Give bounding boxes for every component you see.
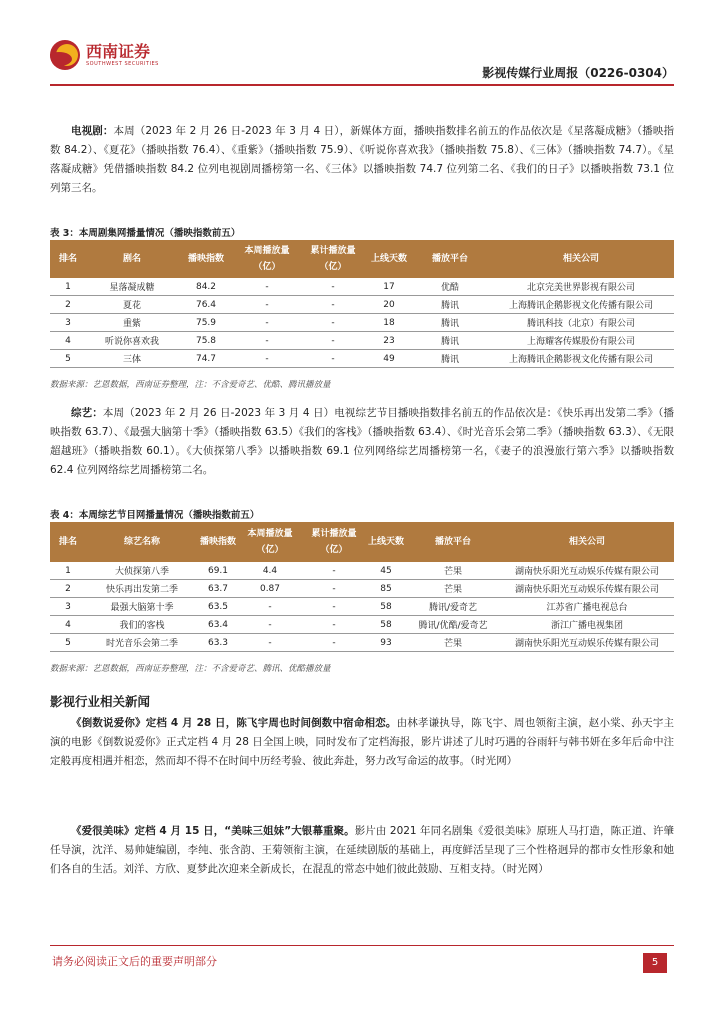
table3-header-row <box>50 240 674 278</box>
table-cell: 夏花 <box>86 296 178 314</box>
table-cell: 腾讯 <box>412 332 488 350</box>
table-cell: 3 <box>50 598 86 616</box>
column-header: 上线天数 <box>366 522 406 562</box>
company-logo <box>50 40 159 70</box>
table-cell: 17 <box>366 278 412 296</box>
tv-text: 本周（2023 年 2 月 26 日-2023 年 3 月 4 日），新媒体方面，播映指数排名前五的作品依次是《星落凝成糖》（播映指数 84.2）、《夏花》（播映指数 76.4）、《重紫》（播映指数 75.9）、《听说你喜欢我》（播映指数 75.8）、《三体》（播映指数 74.7）。《星落凝成糖》凭借播映指数 84.2 位列电视剧周播榜第一名、《三体》以播映指数 74.7 位列第二名、《我们的日子》以播映指数 73.1 位列第三名。 <box>50 125 675 194</box>
column-header: 播放平台 <box>406 522 500 562</box>
logo-icon <box>50 40 80 70</box>
tv-lead: 电视剧： <box>71 125 114 137</box>
table-cell: 63.7 <box>198 580 238 598</box>
table-cell: 18 <box>366 314 412 332</box>
table4-header-row <box>50 522 674 562</box>
table-cell: - <box>238 598 302 616</box>
table-cell: - <box>238 616 302 634</box>
header-divider <box>50 84 674 86</box>
table-cell: 2 <box>50 580 86 598</box>
news-section-title: 影视行业相关新闻 <box>50 694 151 709</box>
table-cell: 重紫 <box>86 314 178 332</box>
table-row <box>50 562 674 580</box>
table-cell: - <box>302 634 366 652</box>
table-cell: 腾讯/爱奇艺 <box>406 598 500 616</box>
table-cell: - <box>234 278 300 296</box>
table-cell: - <box>300 350 366 368</box>
table-cell: 时光音乐会第二季 <box>86 634 198 652</box>
news-headline: 《倒数说爱你》定档 4 月 28 日，陈飞宇周也时间倒数中宿命相恋。 <box>71 717 397 729</box>
table-cell: 湖南快乐阳光互动娱乐传媒有限公司 <box>500 580 674 598</box>
table-cell: - <box>302 562 366 580</box>
table-cell: 腾讯科技（北京）有限公司 <box>488 314 674 332</box>
table-cell: 75.9 <box>178 314 234 332</box>
table-row <box>50 350 674 368</box>
table3-source: 数据来源：艺恩数据，西南证券整理，注：不含爱奇艺、优酷、腾讯播放量 <box>50 380 331 390</box>
table-cell: 23 <box>366 332 412 350</box>
column-header: 相关公司 <box>488 240 674 278</box>
table-cell: 4 <box>50 616 86 634</box>
table-cell: 三体 <box>86 350 178 368</box>
table-cell: - <box>234 314 300 332</box>
table-cell: 20 <box>366 296 412 314</box>
table-row <box>50 580 674 598</box>
logo-name-cn: 西南证券 <box>86 42 151 61</box>
table-cell: 上海腾讯企鹅影视文化传播有限公司 <box>488 350 674 368</box>
table-row <box>50 598 674 616</box>
column-header: 相关公司 <box>500 522 674 562</box>
page-header <box>50 40 674 86</box>
table-row <box>50 296 674 314</box>
table-cell: 63.3 <box>198 634 238 652</box>
table-cell: 45 <box>366 562 406 580</box>
table-cell: 5 <box>50 350 86 368</box>
table-cell: 63.5 <box>198 598 238 616</box>
table4-caption: 表 4：本周综艺节目网播量情况（播映指数前五） <box>50 510 260 521</box>
table-row <box>50 278 674 296</box>
column-header: 排名 <box>50 240 86 278</box>
news-item <box>50 714 674 771</box>
column-header: 累计播放量（亿） <box>300 240 366 278</box>
table-cell: 84.2 <box>178 278 234 296</box>
table-cell: 湖南快乐阳光互动娱乐传媒有限公司 <box>500 634 674 652</box>
table-cell: - <box>300 296 366 314</box>
footer-divider <box>50 945 674 946</box>
table-cell: 江苏省广播电视总台 <box>500 598 674 616</box>
table-cell: 腾讯 <box>412 350 488 368</box>
table-cell: 4 <box>50 332 86 350</box>
table-cell: 芒果 <box>406 634 500 652</box>
table-cell: 58 <box>366 598 406 616</box>
table-cell: 1 <box>50 562 86 580</box>
table-cell: 腾讯/优酷/爱奇艺 <box>406 616 500 634</box>
table-cell: 芒果 <box>406 580 500 598</box>
table4-source: 数据来源：艺恩数据，西南证券整理，注：不含爱奇艺、腾讯、优酷播放量 <box>50 664 331 674</box>
column-header: 上线天数 <box>366 240 412 278</box>
table3-caption: 表 3：本周剧集网播量情况（播映指数前五） <box>50 228 241 239</box>
table-cell: 5 <box>50 634 86 652</box>
table-cell: - <box>234 296 300 314</box>
table-cell: 93 <box>366 634 406 652</box>
table-cell: 上海耀客传媒股份有限公司 <box>488 332 674 350</box>
table-cell: 75.8 <box>178 332 234 350</box>
news-item <box>50 822 674 879</box>
table-cell: - <box>302 598 366 616</box>
logo-name-en: SOUTHWEST SECURITIES <box>86 61 159 67</box>
variety-lead: 综艺： <box>71 407 103 419</box>
table-cell: 58 <box>366 616 406 634</box>
table-cell: 4.4 <box>238 562 302 580</box>
column-header: 播映指数 <box>198 522 238 562</box>
table-cell: 最强大脑第十季 <box>86 598 198 616</box>
column-header: 播映指数 <box>178 240 234 278</box>
table-cell: 腾讯 <box>412 296 488 314</box>
table-cell: - <box>300 278 366 296</box>
table-cell: - <box>238 634 302 652</box>
table-row <box>50 314 674 332</box>
table-cell: 优酷 <box>412 278 488 296</box>
table4 <box>50 522 674 652</box>
table-cell: 上海腾讯企鹅影视文化传播有限公司 <box>488 296 674 314</box>
column-header: 累计播放量（亿） <box>302 522 366 562</box>
column-header: 播放平台 <box>412 240 488 278</box>
table-cell: - <box>302 616 366 634</box>
table-cell: 我们的客栈 <box>86 616 198 634</box>
variety-paragraph <box>50 404 674 480</box>
column-header: 排名 <box>50 522 86 562</box>
table3 <box>50 240 674 368</box>
table-cell: 北京完美世界影视有限公司 <box>488 278 674 296</box>
table-cell: 大侦探第八季 <box>86 562 198 580</box>
news-body: 影片由 2021 年同名剧集《爱很美味》原班人马打造，陈正道、许肇任导演，沈洋、易帅婕编剧，李纯、张含韵、王菊领衔主演，在延续剧版的基础上，再度鲜活呈现了三个性格迥异的都市女性形象和她们各自的生活。刘洋、方欣、夏梦此次迎来全新成长，在混乱的常态中她们彼此鼓励、互相支持。（时光网） <box>50 825 674 875</box>
report-title: 影视传媒行业周报（0226-0304） <box>482 66 674 80</box>
page-number: 5 <box>643 953 667 973</box>
table-cell: - <box>234 332 300 350</box>
table-row <box>50 332 674 350</box>
table-cell: 快乐再出发第二季 <box>86 580 198 598</box>
tv-paragraph <box>50 122 674 198</box>
column-header: 本周播放量（亿） <box>234 240 300 278</box>
table-cell: 湖南快乐阳光互动娱乐传媒有限公司 <box>500 562 674 580</box>
table-cell: - <box>234 350 300 368</box>
table-cell: 2 <box>50 296 86 314</box>
table-cell: 芒果 <box>406 562 500 580</box>
table-cell: 74.7 <box>178 350 234 368</box>
table-cell: 69.1 <box>198 562 238 580</box>
table-cell: 腾讯 <box>412 314 488 332</box>
news-headline: 《爱很美味》定档 4 月 15 日，“美味三姐妹”大银幕重聚。 <box>71 825 355 837</box>
news-body: 由林孝谦执导，陈飞宇、周也领衔主演，赵小棠、孙天宇主演的电影《倒数说爱你》正式定档 4 月 28 日全国上映，同时发布了定档海报，影片讲述了儿时巧遇的谷雨轩与韩书妍在多年后命中注定般再度相遇并相恋，然而却不得不在时间中历经考验、彼此奔赴，努力改写命运的故事。（时光网） <box>50 717 675 767</box>
table-cell: 听说你喜欢我 <box>86 332 178 350</box>
table-cell: 63.4 <box>198 616 238 634</box>
column-header: 剧名 <box>86 240 178 278</box>
table-cell: 1 <box>50 278 86 296</box>
table-cell: - <box>300 332 366 350</box>
table-cell: 3 <box>50 314 86 332</box>
table-cell: 0.87 <box>238 580 302 598</box>
column-header: 综艺名称 <box>86 522 198 562</box>
table-row <box>50 634 674 652</box>
column-header: 本周播放量（亿） <box>238 522 302 562</box>
table-cell: - <box>302 580 366 598</box>
table-cell: 85 <box>366 580 406 598</box>
table-cell: 星落凝成糖 <box>86 278 178 296</box>
table-cell: 76.4 <box>178 296 234 314</box>
table-cell: 49 <box>366 350 412 368</box>
variety-text: 本周（2023 年 2 月 26 日-2023 年 3 月 4 日）电视综艺节目播映指数排名前五的作品依次是：《快乐再出发第二季》（播映指数 63.7）、《最强大脑第十季》（播映指数 63.5）《我们的客栈》（播映指数 63.4）、《时光音乐会第二季》（播映指数 63.3）、《无限超越班》（播映指数 60.1）。《大侦探第八季》以播映指数 69.1 位列网络综艺周播榜第一名，《妻子的浪漫旅行第六季》以播映指数 62.4 位列网络综艺周播榜第二名。 <box>50 407 674 476</box>
disclaimer-note: 请务必阅读正文后的重要声明部分 <box>52 955 217 968</box>
table-row <box>50 616 674 634</box>
table-cell: - <box>300 314 366 332</box>
table-cell: 浙江广播电视集团 <box>500 616 674 634</box>
